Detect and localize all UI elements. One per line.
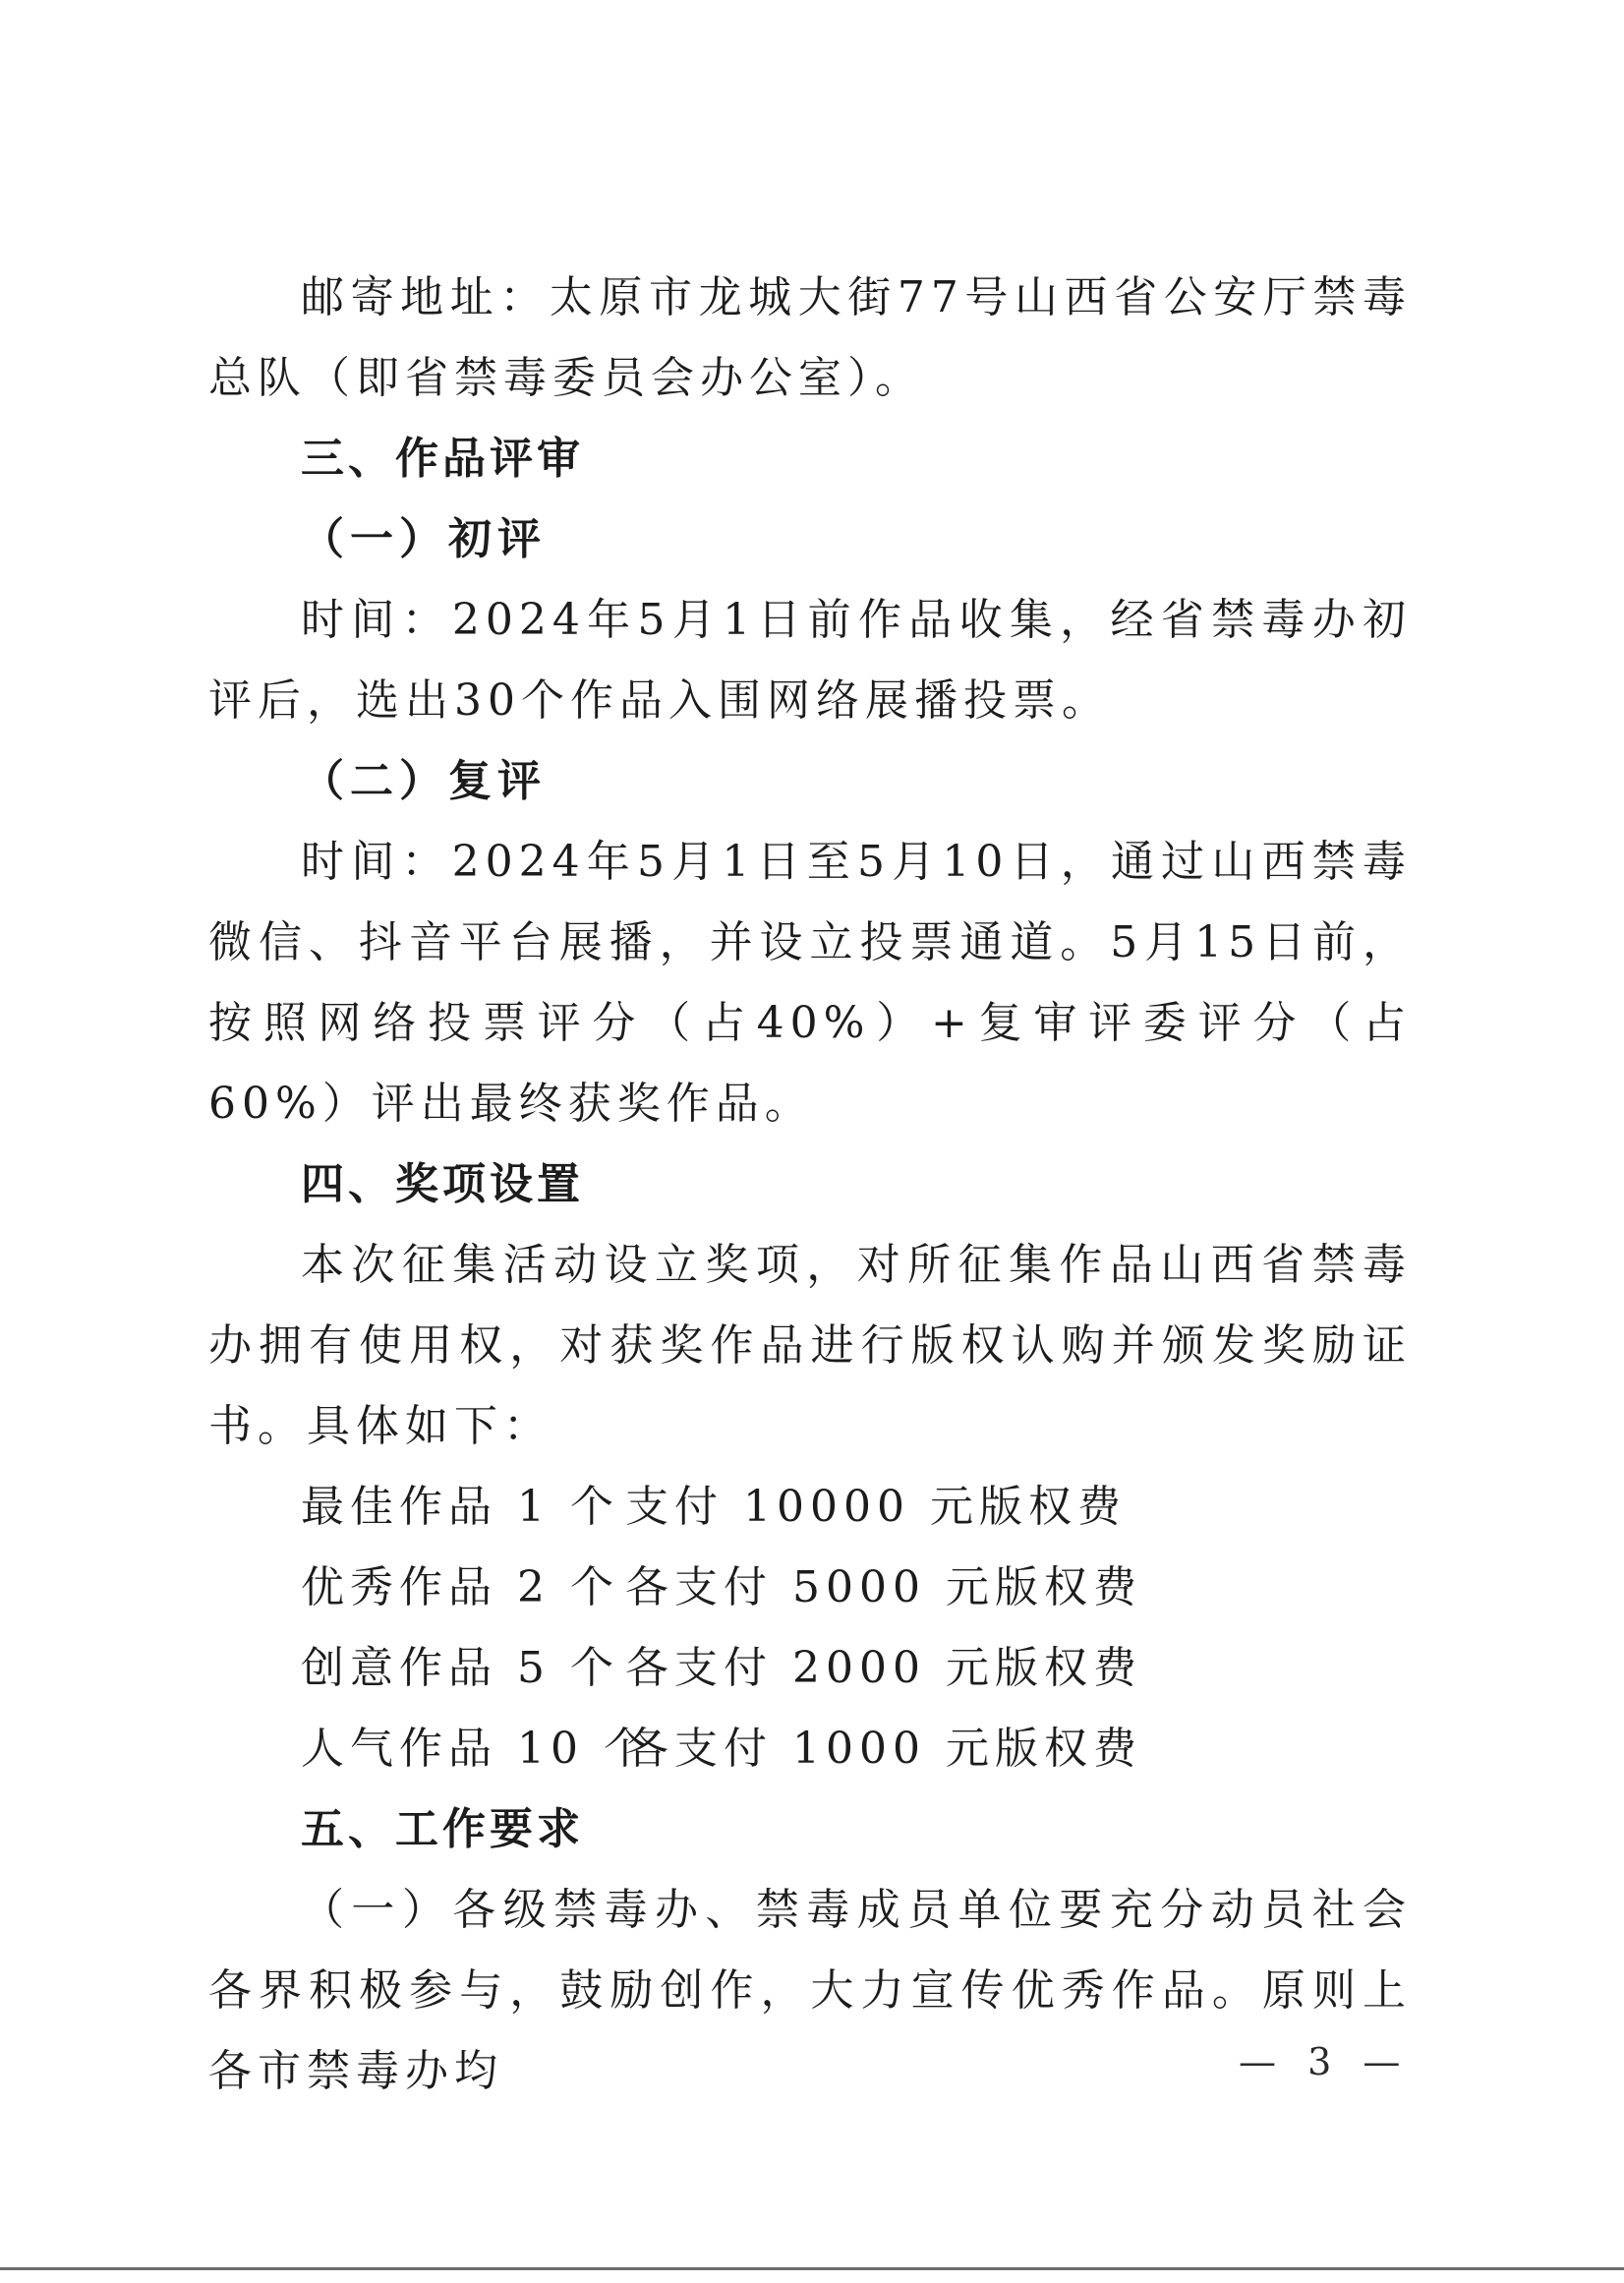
section-3-sub2-text: 时间：2024年5月1日至5月10日，通过山西禁毒微信、抖音平台展播，并设立投票通道。5月15日前，按照网络投票评分（占40%）+复审评委评分（占60%）评出最终获奖作品。	[208, 837, 1412, 1129]
award-name: 创意作品 5 个	[301, 1643, 619, 1693]
mailing-address-paragraph: 邮寄地址：太原市龙城大街77号山西省公安厅禁毒总队（即省禁毒委员会办公室）。	[208, 272, 1412, 403]
award-amount: 支付 10000 元版权费	[625, 1482, 1127, 1532]
section-4-heading: 四、奖项设置	[301, 1159, 584, 1209]
award-name: 人气作品 10 个	[301, 1724, 653, 1774]
award-amount: 各支付 5000 元版权费	[625, 1562, 1142, 1612]
award-row	[301, 1709, 1142, 1789]
award-amount: 各支付 1000 元版权费	[625, 1724, 1142, 1774]
page-number: — 3 —	[1239, 2040, 1411, 2083]
section-5-item1: （一）各级禁毒办、禁毒成员单位要充分动员社会各界积极参与，鼓励创作，大力宣传优秀作品。原则上各市禁毒办均	[208, 1885, 1412, 2096]
section-3-sub1-text: 时间：2024年5月1日前作品收集，经省禁毒办初评后，选出30个作品入围网络展播投票。	[208, 595, 1412, 726]
bottom-divider	[0, 2267, 1624, 2270]
award-row	[301, 1548, 1142, 1628]
award-row	[301, 1628, 1142, 1709]
award-amount: 各支付 2000 元版权费	[625, 1643, 1142, 1693]
section-3-sub2-heading: （二）复评	[301, 756, 547, 806]
award-row	[301, 1467, 1127, 1548]
section-4-intro: 本次征集活动设立奖项，对所征集作品山西省禁毒办拥有使用权，对获奖作品进行版权认购并颁发奖励证书。具体如下：	[208, 1240, 1412, 1451]
section-5-heading: 五、工作要求	[301, 1804, 584, 1854]
section-3-sub1-heading: （一）初评	[301, 514, 547, 564]
section-3-heading: 三、作品评审	[301, 434, 584, 484]
award-name: 优秀作品 2 个	[301, 1562, 619, 1612]
award-name: 最佳作品 1 个	[301, 1482, 619, 1532]
